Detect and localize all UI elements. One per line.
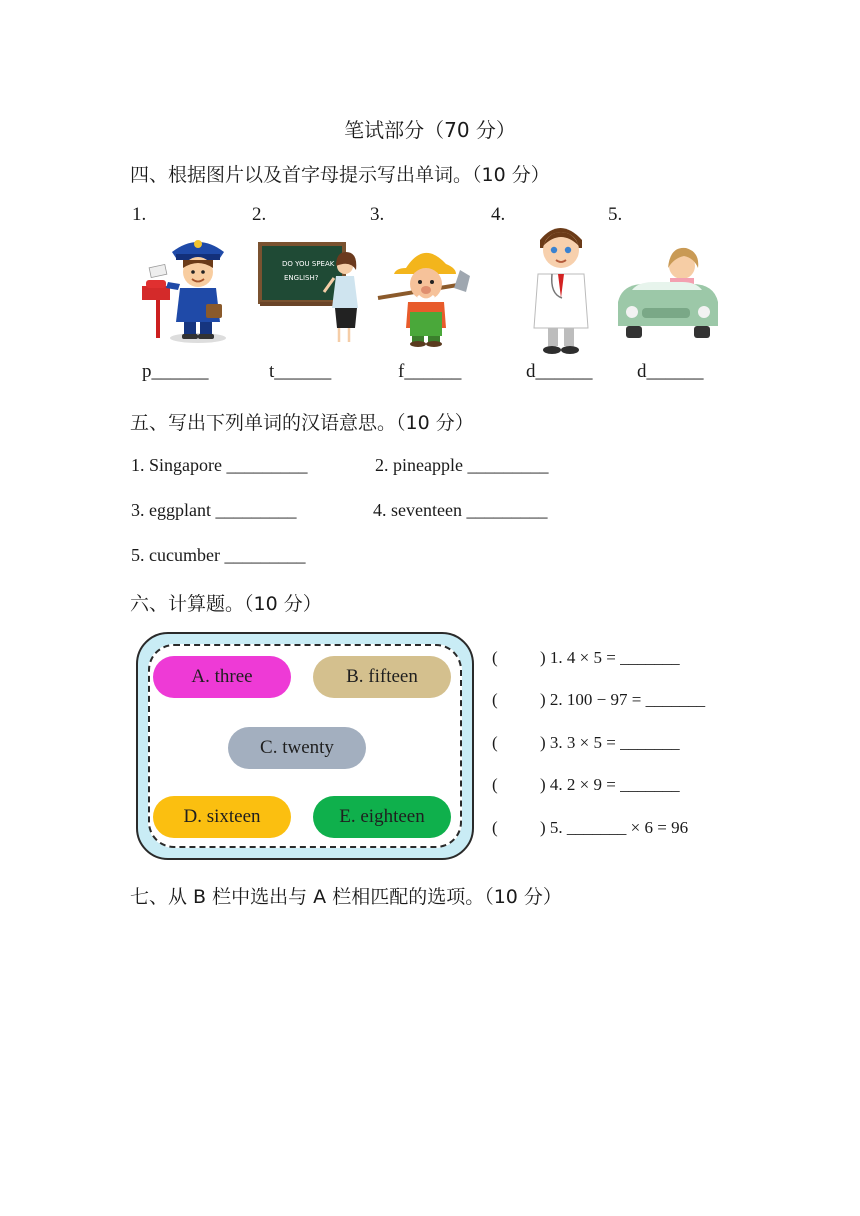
option-c: C. twenty [228,727,366,769]
answer-blank[interactable]: t______ [269,361,332,382]
math-question[interactable]: ( ) 2. 100 − 97 = _______ [492,690,706,709]
math-question[interactable]: ( ) 3. 3 × 5 = _______ [492,733,680,752]
option-e: E. eighteen [313,796,451,838]
board-text: ENGLISH? [284,274,319,282]
vocab-item: 2. pineapple _________ [375,455,549,475]
item-number: 3. [370,204,385,225]
vocab-item: 3. eggplant _________ [131,500,297,520]
vocab-item: 5. cucumber _________ [131,545,306,565]
item-number: 2. [252,204,267,225]
section-7-heading: 七、从 B 栏中选出与 A 栏相匹配的选项。（10 分） [130,886,562,908]
answer-blank[interactable]: p______ [142,361,209,382]
option-d: D. sixteen [153,796,291,838]
math-question[interactable]: ( ) 1. 4 × 5 = _______ [492,648,680,667]
page-title: 笔试部分（70 分） [344,118,516,142]
driver-icon [612,244,722,340]
vocab-item: 1. Singapore _________ [131,455,308,475]
answer-blank[interactable]: d______ [526,361,593,382]
section-4-heading: 四、根据图片以及首字母提示写出单词。（10 分） [130,164,550,186]
board-text: DO YOU SPEAK [282,260,335,268]
item-number: 4. [491,204,506,225]
math-question[interactable]: ( ) 5. _______ × 6 = 96 [492,818,689,837]
farmer-icon [376,240,470,348]
math-question[interactable]: ( ) 4. 2 × 9 = _______ [492,775,680,794]
answer-blank[interactable]: d______ [637,361,704,382]
section-6-heading: 六、计算题。（10 分） [130,593,322,615]
item-number: 1. [132,204,147,225]
option-b: B. fifteen [313,656,451,698]
section-5-heading: 五、写出下列单词的汉语意思。（10 分） [130,412,474,434]
item-number: 5. [608,204,623,225]
postman-icon [136,224,236,346]
teacher-icon [256,236,366,346]
option-a: A. three [153,656,291,698]
vocab-item: 4. seventeen _________ [373,500,548,520]
doctor-icon [530,220,592,356]
answer-blank[interactable]: f______ [398,361,462,382]
